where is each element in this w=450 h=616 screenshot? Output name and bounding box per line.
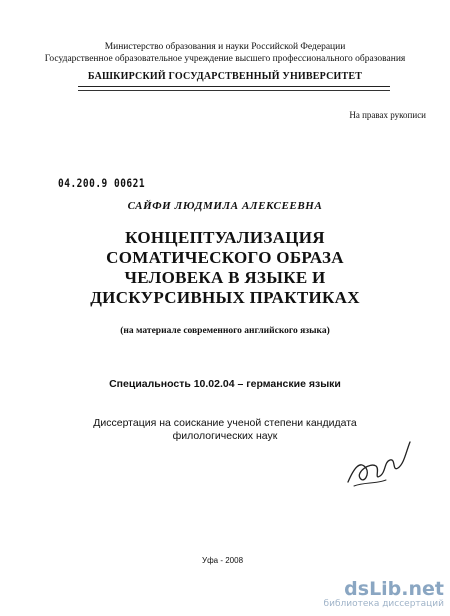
author-name: САЙФИ ЛЮДМИЛА АЛЕКСЕЕВНА (127, 200, 323, 212)
watermark-subtitle: библиотека диссертаций (323, 599, 444, 609)
rights-note: На правах рукописи (349, 110, 426, 120)
ministry-block (0, 41, 450, 65)
ministry-line-2: Государственное образовательное учреждение высшего профессионального образования (44, 54, 406, 64)
dissertation-line-1: Диссертация на соискание ученой степени кандидата (93, 417, 357, 429)
university-name: БАШКИРСКИЙ ГОСУДАРСТВЕННЫЙ УНИВЕРСИТЕТ (87, 71, 363, 82)
dissertation-line-2: филологических наук (172, 430, 278, 442)
header-rule-thick (78, 86, 390, 87)
header-rule-thin (78, 90, 390, 91)
watermark (324, 579, 444, 610)
title-line: ЧЕЛОВЕКА В ЯЗЫКЕ И (124, 268, 326, 287)
watermark-logo: dsLib.net (344, 578, 444, 600)
handwritten-signature (340, 438, 420, 498)
title-line: ДИСКУРСИВНЫХ ПРАКТИКАХ (90, 288, 360, 307)
dissertation-title (0, 228, 450, 308)
city-year: Уфа - 2008 (202, 556, 244, 565)
registry-stamp: 04.200.9 00621 (58, 177, 146, 191)
title-line: КОНЦЕПТУАЛИЗАЦИЯ (125, 228, 325, 247)
subtitle: (на материале современного английского языка) (120, 326, 330, 336)
specialty: Специальность 10.02.04 – германские языки (109, 378, 341, 390)
title-line: СОМАТИЧЕСКОГО ОБРАЗА (106, 248, 344, 267)
ministry-line-1: Министерство образования и науки Российской Федерации (104, 42, 346, 52)
